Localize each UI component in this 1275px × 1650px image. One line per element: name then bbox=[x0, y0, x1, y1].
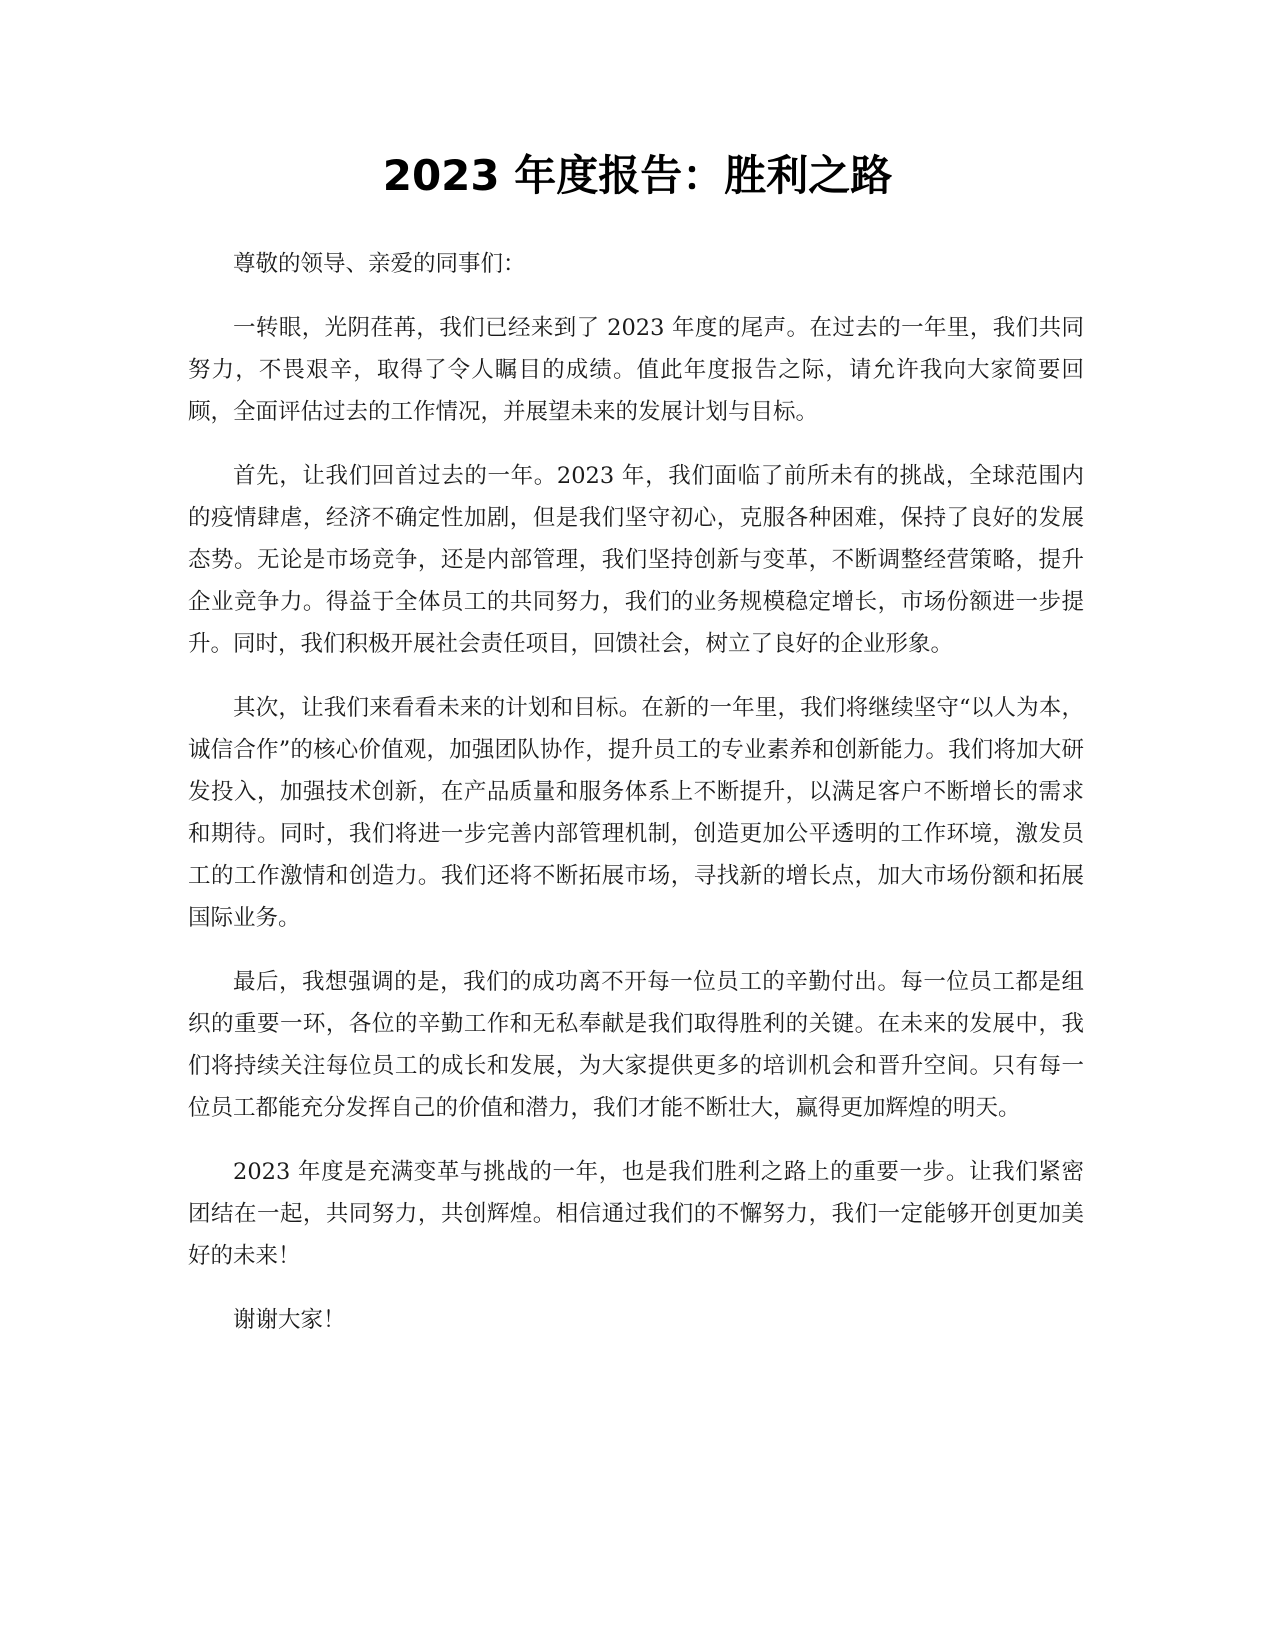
document-body bbox=[188, 243, 1084, 1363]
closing-thanks: 谢谢大家！ bbox=[233, 1307, 346, 1333]
paragraph-intro: 一转眼，光阴荏苒，我们已经来到了 2023 年度的尾声。在过去的一年里，我们共同努力，不畏艰辛，取得了令人瞩目的成绩。值此年度报告之际，请允许我向大家简要回顾，全面评估过去的工作情况，并展望未来的发展计划与目标。 bbox=[188, 315, 1084, 425]
salutation: 尊敬的领导、亲爱的同事们： bbox=[233, 251, 526, 277]
document-title: 2023 年度报告：胜利之路 bbox=[382, 151, 893, 200]
paragraph-conclusion: 2023 年度是充满变革与挑战的一年，也是我们胜利之路上的重要一步。让我们紧密团结在一起，共同努力，共创辉煌。相信通过我们的不懈努力，我们一定能够开创更加美好的未来！ bbox=[188, 1159, 1084, 1269]
paragraph-employees: 最后，我想强调的是，我们的成功离不开每一位员工的辛勤付出。每一位员工都是组织的重要一环，各位的辛勤工作和无私奉献是我们取得胜利的关键。在未来的发展中，我们将持续关注每位员工的成长和发展，为大家提供更多的培训机会和晋升空间。只有每一位员工都能充分发挥自己的价值和潜力，我们才能不断壮大，赢得更加辉煌的明天。 bbox=[188, 969, 1084, 1121]
paragraph-review: 首先，让我们回首过去的一年。2023 年，我们面临了前所未有的挑战，全球范围内的疫情肆虐，经济不确定性加剧，但是我们坚守初心，克服各种困难，保持了良好的发展态势。无论是市场竞争，还是内部管理，我们坚持创新与变革，不断调整经营策略，提升企业竞争力。得益于全体员工的共同努力，我们的业务规模稳定增长，市场份额进一步提升。同时，我们积极开展社会责任项目，回馈社会，树立了良好的企业形象。 bbox=[188, 463, 1084, 657]
paragraph-plans: 其次，让我们来看看未来的计划和目标。在新的一年里，我们将继续坚守“以人为本，诚信合作”的核心价值观，加强团队协作，提升员工的专业素养和创新能力。我们将加大研发投入，加强技术创新，在产品质量和服务体系上不断提升，以满足客户不断增长的需求和期待。同时，我们将进一步完善内部管理机制，创造更加公平透明的工作环境，激发员工的工作激情和创造力。我们还将不断拓展市场，寻找新的增长点，加大市场份额和拓展国际业务。 bbox=[188, 695, 1084, 931]
